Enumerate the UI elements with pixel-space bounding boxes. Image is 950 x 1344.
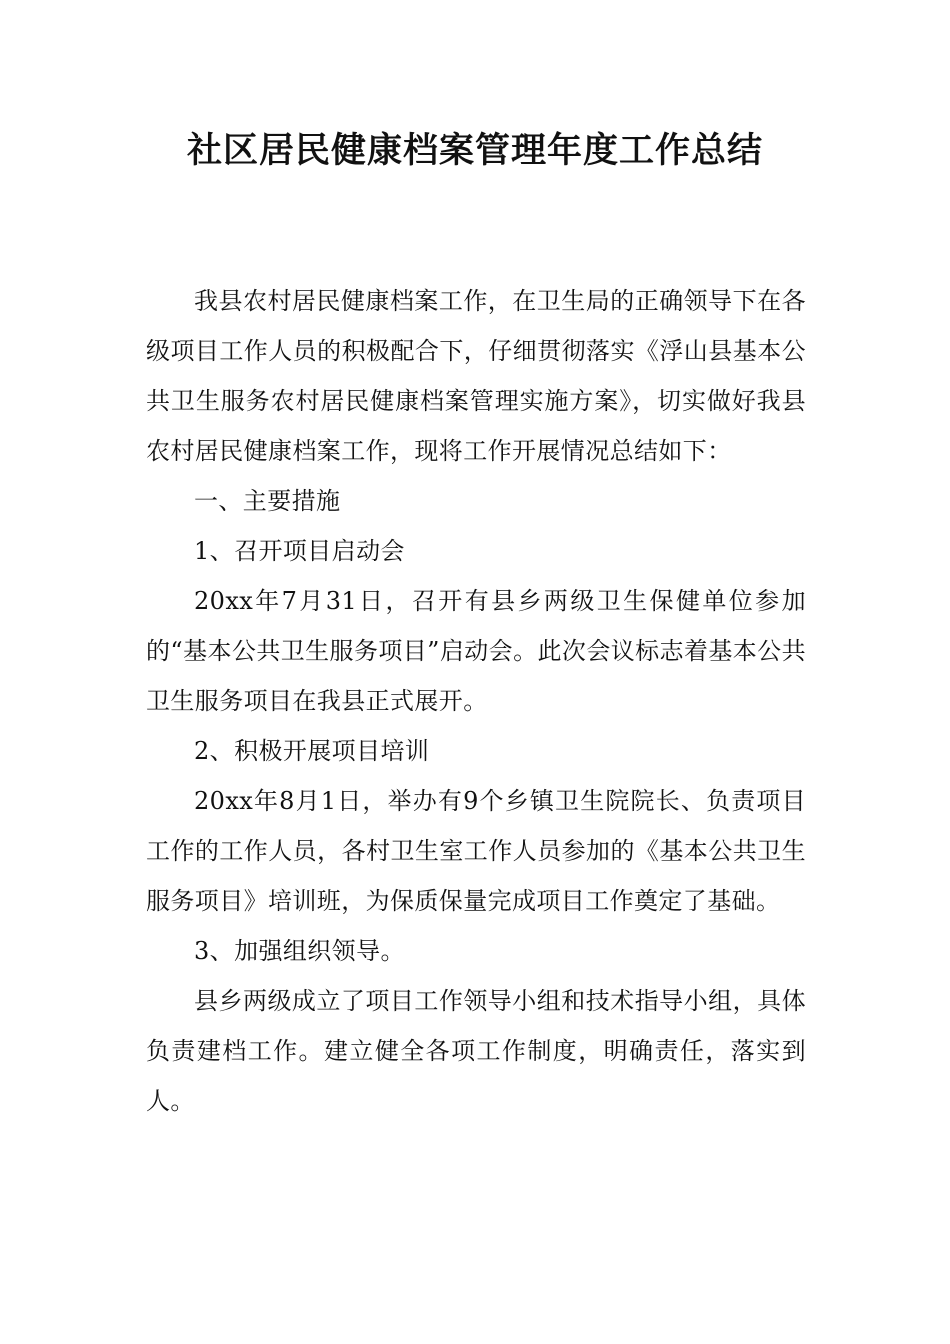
- paragraph-kickoff-meeting: 20xx年7月31日，召开有县乡两级卫生保健单位参加的“基本公共卫生服务项目”启动会。此次会议标志着基本公共卫生服务项目在我县正式展开。: [146, 587, 806, 715]
- document-body: [146, 276, 806, 1126]
- paragraph-training: 20xx年8月1日，举办有9个乡镇卫生院院长、负责项目工作的工作人员，各村卫生室工作人员参加的《基本公共卫生服务项目》培训班，为保质保量完成项目工作奠定了基础。: [146, 787, 806, 915]
- subheading-training: 2、积极开展项目培训: [194, 737, 430, 765]
- subheading-leadership: 3、加强组织领导。: [194, 937, 405, 965]
- heading-main-measures: 一、主要措施: [194, 487, 341, 515]
- subheading-kickoff-meeting: 1、召开项目启动会: [194, 537, 405, 565]
- document-title: 社区居民健康档案管理年度工作总结: [186, 131, 763, 171]
- paragraph-leadership: 县乡两级成立了项目工作领导小组和技术指导小组，具体负责建档工作。建立健全各项工作制度，明确责任，落实到人。: [146, 987, 806, 1115]
- paragraph-intro: 我县农村居民健康档案工作，在卫生局的正确领导下在各级项目工作人员的积极配合下，仔细贯彻落实《浮山县基本公共卫生服务农村居民健康档案管理实施方案》，切实做好我县农村居民健康档案工作，现将工作开展情况总结如下：: [146, 287, 806, 465]
